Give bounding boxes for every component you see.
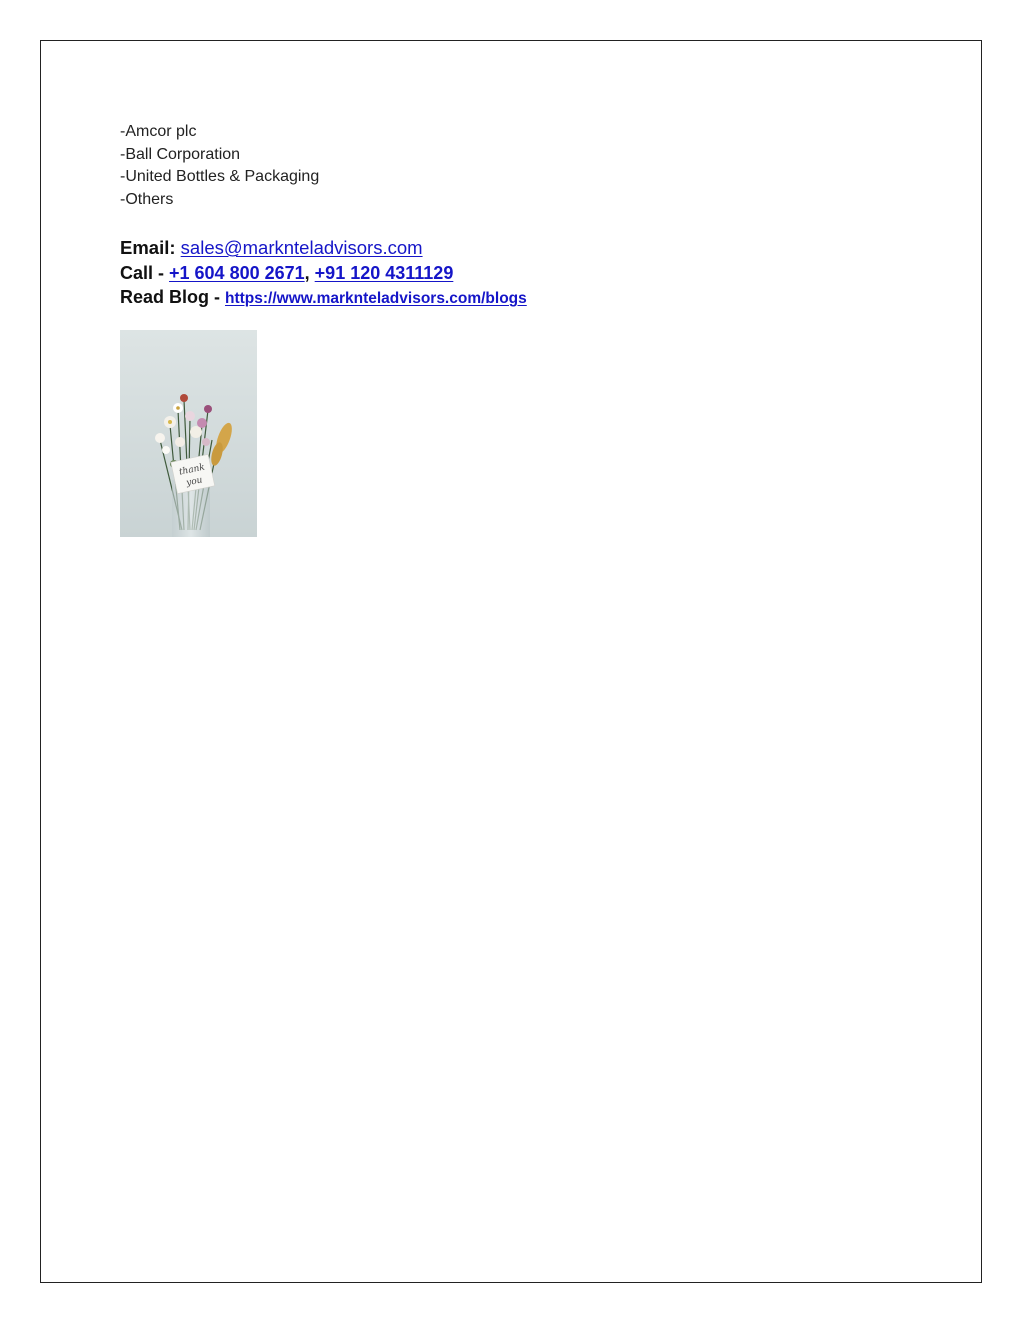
list-item: -Ball Corporation — [120, 145, 241, 163]
phone-link-2[interactable]: +91 120 4311129 — [314, 262, 454, 283]
call-label: Call - — [120, 262, 170, 283]
call-line — [120, 261, 527, 286]
contact-block — [120, 236, 527, 312]
email-line — [120, 236, 527, 261]
phone-link-1[interactable]: +1 604 800 2671 — [169, 262, 305, 283]
phone-separator: , — [304, 262, 315, 283]
email-label: Email: — [120, 237, 181, 258]
blog-label: Read Blog - — [120, 287, 226, 307]
blog-line — [120, 285, 527, 312]
list-item: -Others — [120, 190, 174, 208]
page-border — [40, 40, 982, 1283]
thank-you-flowers-image — [120, 330, 257, 537]
list-item: -Amcor plc — [120, 123, 197, 140]
list-item: -United Bottles & Packaging — [120, 168, 320, 185]
email-link[interactable]: sales@marknteladvisors.com — [180, 237, 423, 258]
company-list — [120, 121, 319, 211]
blog-link[interactable]: https://www.marknteladvisors.com/blogs — [225, 290, 527, 307]
card-text-you: you — [185, 475, 204, 489]
card-text-thank: thank — [178, 462, 206, 478]
